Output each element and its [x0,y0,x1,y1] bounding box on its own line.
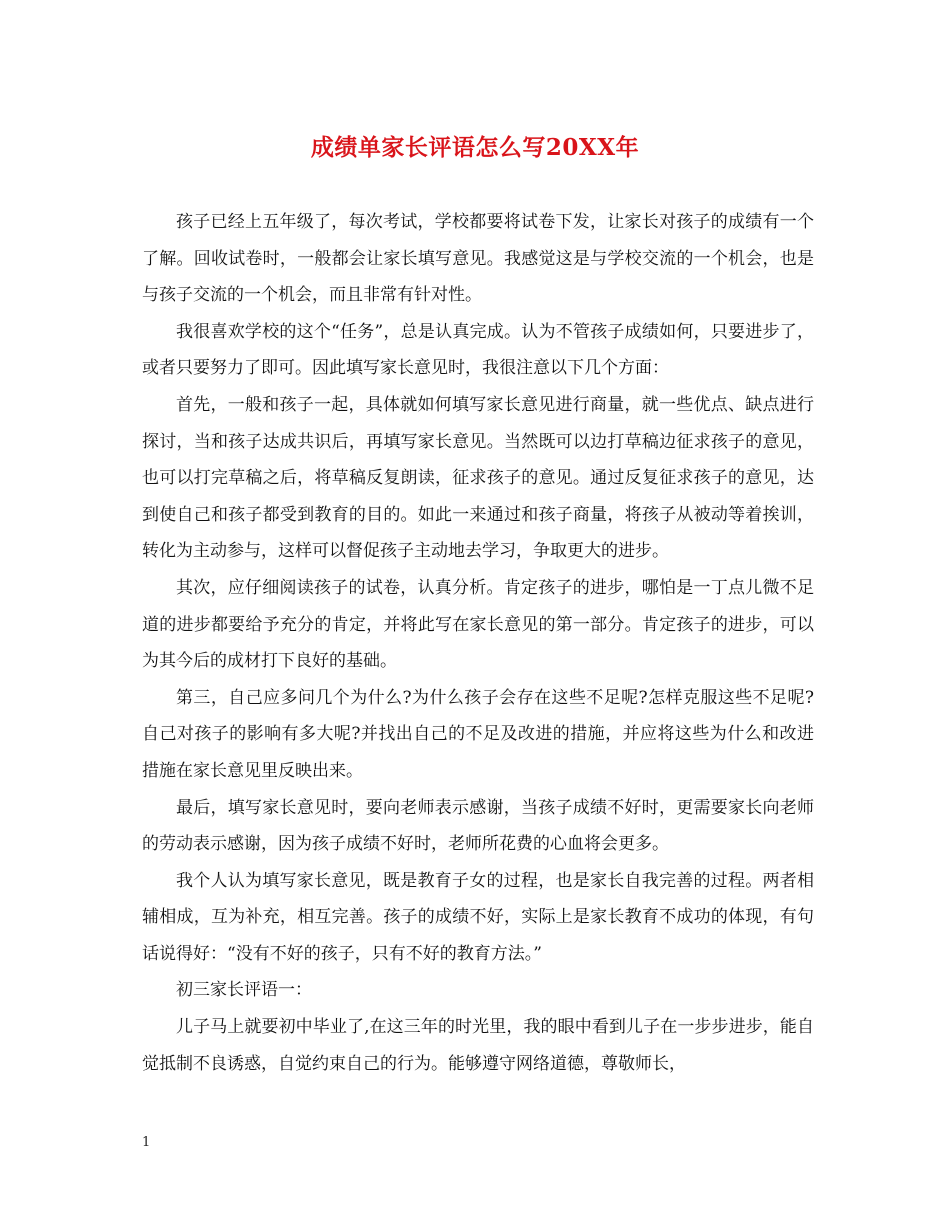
paragraph-5: 第三，自己应多问几个为什么?为什么孩子会存在这些不足呢?怎样克服这些不足呢?自己对孩子的影响有多大呢?并找出自己的不足及改进的措施，并应将这些为什么和改进措施在家长意见里反映出来。 [142,687,814,781]
document-body [142,204,814,1082]
page-title: 成绩单家长评语怎么写20XX年 [310,134,640,161]
paragraph-6: 最后，填写家长意见时，要向老师表示感谢，当孩子成绩不好时，更需要家长向老师的劳动表示感谢，因为孩子成绩不好时，老师所花费的心血将会更多。 [142,797,814,855]
paragraph-8: 儿子马上就要初中毕业了,在这三年的时光里，我的眼中看到儿子在一步步进步，能自觉抵制不良诱惑，自觉约束自己的行为。能够遵守网络道德，尊敬师长， [142,1017,814,1074]
paragraph-2: 我很喜欢学校的这个“任务”，总是认真完成。认为不管孩子成绩如何，只要进步了，或者只要努力了即可。因此填写家长意见时，我很注意以下几个方面： [142,321,814,379]
paragraph-3: 首先，一般和孩子一起，具体就如何填写家长意见进行商量，就一些优点、缺点进行探讨，当和孩子达成共识后，再填写家长意见。当然既可以边打草稿边征求孩子的意见，也可以打完草稿之后，将草稿反复朗读，征求孩子的意见。通过反复征求孩子的意见，达到使自己和孩子都受到教育的目的。如此一来通过和孩子商量，将孩子从被动等着挨训，转化为主动参与，这样可以督促孩子主动地去学习，争取更大的进步。 [142,394,814,562]
page-number: 1 [142,1135,151,1150]
paragraph-4: 其次，应仔细阅读孩子的试卷，认真分析。肯定孩子的进步，哪怕是一丁点儿微不足道的进步都要给予充分的肯定，并将此写在家长意见的第一部分。肯定孩子的进步，可以为其今后的成材打下良好的基础。 [142,577,814,672]
paragraph-7: 我个人认为填写家长意见，既是教育子女的过程，也是家长自我完善的过程。两者相辅相成，互为补充，相互完善。孩子的成绩不好，实际上是家长教育不成功的体现，有句话说得好：“没有不好的孩子，只有不好的教育方法。” [142,870,814,964]
paragraph-1: 孩子已经上五年级了，每次考试，学校都要将试卷下发，让家长对孩子的成绩有一个了解。回收试卷时，一般都会让家长填写意见。我感觉这是与学校交流的一个机会，也是与孩子交流的一个机会，而且非常有针对性。 [142,212,814,306]
section-heading: 初三家长评语一： [176,980,312,1001]
